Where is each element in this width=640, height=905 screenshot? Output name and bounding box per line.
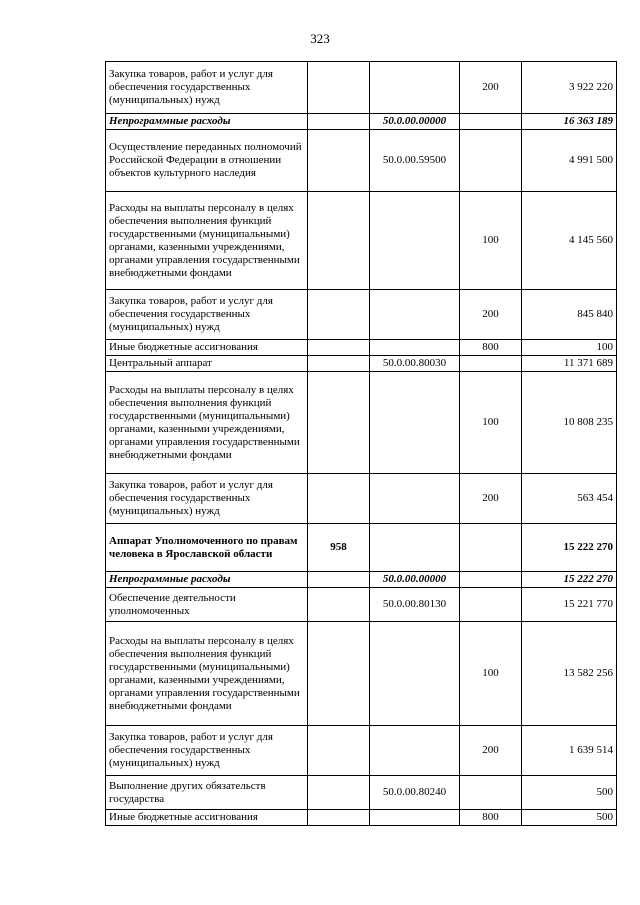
table-row [106,524,617,572]
row-name: Расходы на выплаты персоналу в целях обеспечения выполнения функций государственными (муниципальными) органами, казенными учреждениями, органами управления государственными внебюджетными фондами [106,372,308,474]
table-row [106,588,617,622]
budget-table-body [106,62,617,826]
row-expense-type: 200 [460,474,522,524]
row-department-code [308,572,370,588]
row-department-code [308,622,370,726]
row-amount: 15 222 270 [522,572,617,588]
row-department-code [308,810,370,826]
row-department-code [308,192,370,290]
row-department-code [308,130,370,192]
table-row [106,192,617,290]
row-amount: 845 840 [522,290,617,340]
row-department-code [308,114,370,130]
table-row [106,356,617,372]
row-target-code: 50.0.00.00000 [370,114,460,130]
row-target-code [370,726,460,776]
row-name: Иные бюджетные ассигнования [106,810,308,826]
row-name: Закупка товаров, работ и услуг для обеспечения государственных (муниципальных) нужд [106,726,308,776]
row-department-code [308,290,370,340]
row-expense-type [460,588,522,622]
row-name: Аппарат Уполномоченного по правам человека в Ярославской области [106,524,308,572]
row-name: Непрограммные расходы [106,114,308,130]
row-amount: 100 [522,340,617,356]
row-amount: 500 [522,810,617,826]
table-row [106,776,617,810]
row-target-code: 50.0.00.80240 [370,776,460,810]
row-expense-type [460,356,522,372]
row-target-code [370,340,460,356]
row-amount: 16 363 189 [522,114,617,130]
row-amount: 10 808 235 [522,372,617,474]
budget-table [105,61,617,826]
row-expense-type: 800 [460,810,522,826]
row-expense-type: 200 [460,62,522,114]
row-expense-type [460,524,522,572]
row-department-code: 958 [308,524,370,572]
row-expense-type: 200 [460,290,522,340]
row-department-code [308,776,370,810]
table-row [106,290,617,340]
row-amount: 3 922 220 [522,62,617,114]
row-target-code [370,62,460,114]
row-expense-type: 200 [460,726,522,776]
row-amount: 4 991 500 [522,130,617,192]
row-department-code [308,474,370,524]
row-target-code [370,474,460,524]
row-amount: 13 582 256 [522,622,617,726]
table-row [106,130,617,192]
row-amount: 11 371 689 [522,356,617,372]
row-amount: 4 145 560 [522,192,617,290]
row-department-code [308,588,370,622]
table-row [106,340,617,356]
row-target-code [370,192,460,290]
row-amount: 563 454 [522,474,617,524]
row-target-code: 50.0.00.59500 [370,130,460,192]
row-department-code [308,340,370,356]
row-expense-type: 800 [460,340,522,356]
row-target-code: 50.0.00.00000 [370,572,460,588]
row-department-code [308,356,370,372]
row-name: Центральный аппарат [106,356,308,372]
page-number: 323 [310,31,330,46]
row-target-code: 50.0.00.80130 [370,588,460,622]
row-name: Расходы на выплаты персоналу в целях обеспечения выполнения функций государственными (муниципальными) органами, казенными учреждениями, органами управления государственными внебюджетными фондами [106,622,308,726]
row-name: Выполнение других обязательств государства [106,776,308,810]
row-amount: 500 [522,776,617,810]
row-name: Иные бюджетные ассигнования [106,340,308,356]
row-name: Обеспечение деятельности уполномоченных [106,588,308,622]
table-row [106,372,617,474]
row-target-code [370,810,460,826]
row-target-code [370,524,460,572]
row-amount: 15 222 270 [522,524,617,572]
row-amount: 15 221 770 [522,588,617,622]
row-expense-type [460,130,522,192]
table-row [106,726,617,776]
row-expense-type [460,572,522,588]
table-row [106,572,617,588]
row-expense-type: 100 [460,622,522,726]
row-expense-type: 100 [460,192,522,290]
table-row [106,474,617,524]
table-row [106,622,617,726]
row-target-code: 50.0.00.80030 [370,356,460,372]
row-name: Закупка товаров, работ и услуг для обеспечения государственных (муниципальных) нужд [106,62,308,114]
table-row [106,62,617,114]
table-row [106,114,617,130]
row-name: Расходы на выплаты персоналу в целях обеспечения выполнения функций государственными (муниципальными) органами, казенными учреждениями, органами управления государственными внебюджетными фондами [106,192,308,290]
row-target-code [370,372,460,474]
row-department-code [308,372,370,474]
row-department-code [308,726,370,776]
row-amount: 1 639 514 [522,726,617,776]
row-expense-type [460,776,522,810]
row-department-code [308,62,370,114]
row-expense-type: 100 [460,372,522,474]
row-name: Непрограммные расходы [106,572,308,588]
row-target-code [370,622,460,726]
row-name: Осуществление переданных полномочий Российской Федерации в отношении объектов культурного наследия [106,130,308,192]
row-name: Закупка товаров, работ и услуг для обеспечения государственных (муниципальных) нужд [106,474,308,524]
table-row [106,810,617,826]
row-target-code [370,290,460,340]
row-expense-type [460,114,522,130]
row-name: Закупка товаров, работ и услуг для обеспечения государственных (муниципальных) нужд [106,290,308,340]
